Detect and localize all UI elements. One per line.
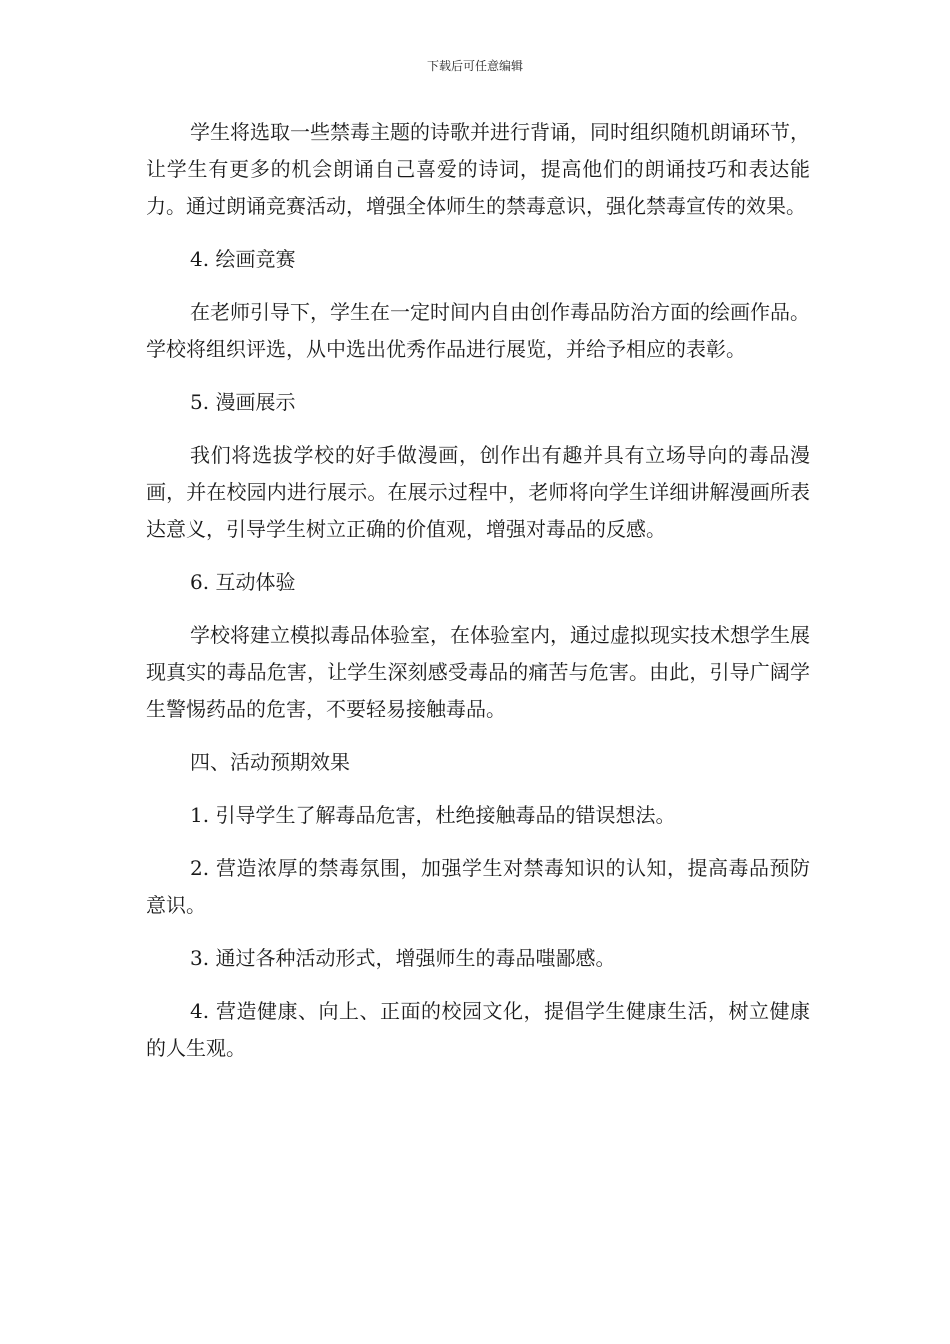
list-item-effect-3: 3. 通过各种活动形式，增强师生的毒品嗤鄙感。 bbox=[190, 946, 616, 970]
heading-painting-contest: 4. 绘画竞赛 bbox=[190, 247, 296, 271]
section-heading-expected-effects: 四、活动预期效果 bbox=[190, 750, 350, 774]
page-header: 下载后可任意编辑 bbox=[426, 59, 523, 73]
paragraph-recitation: 学生将选取一些禁毒主题的诗歌并进行背诵，同时组织随机朗诵环节，让学生有更多的机会朗诵自己喜爱的诗词，提高他们的朗诵技巧和表达能力。通过朗诵竞赛活动，增强全体师生的禁毒意识，强化禁毒宣传的效果。 bbox=[146, 120, 810, 218]
document-body bbox=[146, 114, 810, 1083]
paragraph-interactive-experience: 学校将建立模拟毒品体验室，在体验室内，通过虚拟现实技术想学生展现真实的毒品危害，让学生深刻感受毒品的痛苦与危害。由此，引导广阔学生警惕药品的危害，不要轻易接触毒品。 bbox=[146, 623, 810, 721]
list-item-effect-1: 1. 引导学生了解毒品危害，杜绝接触毒品的错误想法。 bbox=[190, 803, 676, 827]
paragraph-comic-display: 我们将选拔学校的好手做漫画，创作出有趣并具有立场导向的毒品漫画，并在校园内进行展示。在展示过程中，老师将向学生详细讲解漫画所表达意义，引导学生树立正确的价值观，增强对毒品的反感。 bbox=[146, 443, 810, 541]
heading-comic-display: 5. 漫画展示 bbox=[190, 390, 296, 414]
list-item-effect-2: 2. 营造浓厚的禁毒氛围，加强学生对禁毒知识的认知，提高毒品预防意识。 bbox=[146, 856, 810, 917]
heading-interactive-experience: 6. 互动体验 bbox=[190, 570, 296, 594]
paragraph-painting-contest: 在老师引导下，学生在一定时间内自由创作毒品防治方面的绘画作品。学校将组织评选，从中选出优秀作品进行展览，并给予相应的表彰。 bbox=[146, 300, 810, 361]
list-item-effect-4: 4. 营造健康、向上、正面的校园文化，提倡学生健康生活，树立健康的人生观。 bbox=[146, 999, 810, 1060]
